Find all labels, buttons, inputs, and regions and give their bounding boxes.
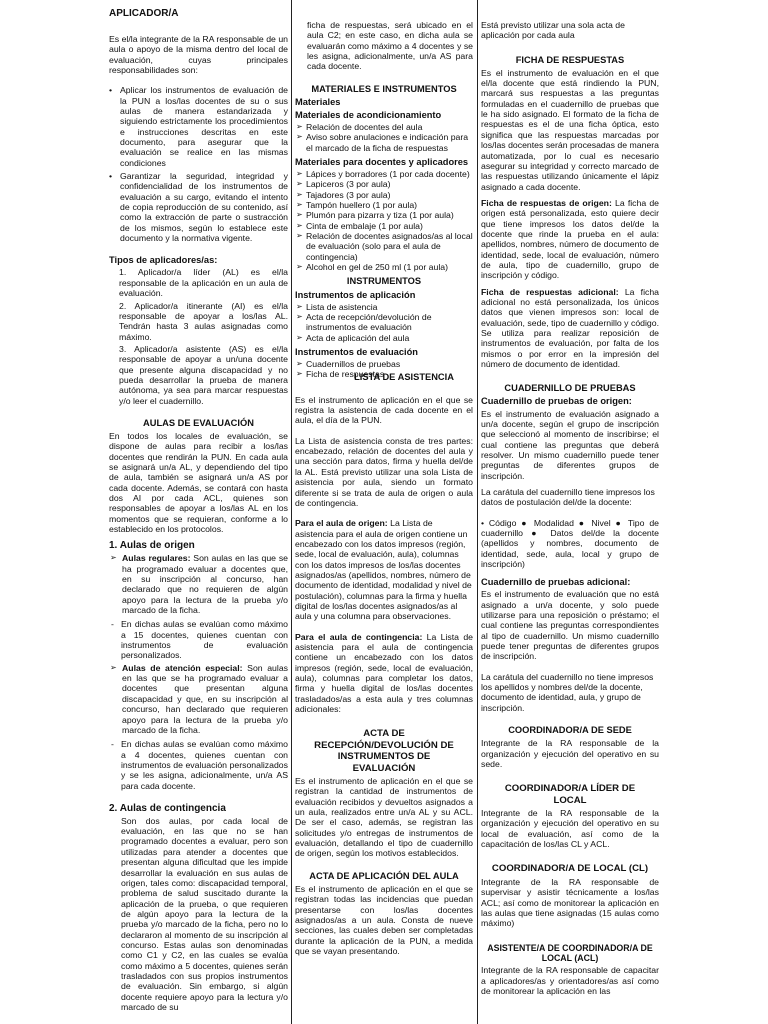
instrument-item: ➢ Acta de recepción/devolución de instrumentos de evaluación [295,312,473,333]
material-item: ➢ Alcohol en gel de 250 ml (1 por aula) [295,262,473,272]
instrumentos-aplicacion-list [295,302,473,343]
page-title: APLICADOR/A [109,8,179,19]
asistente-heading: ASISTENTE/A DE COORDINADOR/A DE LOCAL (ACL) [487,942,653,964]
cuadernillo-adicional-heading: Cuadernillo de pruebas adicional: [481,577,631,588]
aulas-paragraph: En todos los locales de evaluación, se dispone de aulas para recibir a los/las docentes que rendirán la PUN. En cada aula se asignará un/a AL, y dependiendo del tipo de aula, también se asignará un/a AS por cada docente. Además, se contará con hasta dos AI por cada ACL, quienes son responsables de apoyar a los/las AL en los momentos que se requieran, conforme a lo establecido en los protocolos. [109,431,288,535]
cuadernillo-heading: CUADERNILLO DE PRUEBAS [504,383,636,394]
ficha-respuestas-heading: FICHA DE RESPUESTAS [515,54,625,65]
acta-recepcion-heading: ACTA DE RECEPCIÓN/DEVOLUCIÓN DE INSTRUMENTOS DE EVALUACIÓN [314,728,454,774]
acondicionamiento-heading: Materiales de acondicionamiento [295,109,442,120]
material-item: ➢ Aviso sobre anulaciones e indicación para el marcado de la ficha de respuestas [295,132,473,153]
materiales-docentes-heading: Materiales para docentes y aplicadores [295,156,469,167]
coordinador-lider-paragraph: Integrante de la RA responsable de la organización y ejecución del operativo en su local de evaluación, así como de la capacitación de los/las CL y ACL. [481,808,659,850]
instrumentos-heading: INSTRUMENTOS [346,276,422,287]
cuadernillo-origen-heading: Cuadernillo de pruebas de origen: [481,396,632,407]
materiales-heading: Materiales [295,96,341,107]
aula-origen-label: Para el aula de origen: [295,518,388,529]
cuadernillo-adicional-paragraph-2: La carátula del cuadernillo no tiene impresos los apellidos y nombres del/de la docente, documento de identidad, aula, y grupo de inscripción. [481,671,654,713]
aula-origen-text: La Lista de asistencia para el aula de origen contiene un encabezado con los datos impresos (región, sede, local de evaluación, aula), columnas con los datos impresos de los/las docentes asignados/as (apellidos, nombres, número de documento de identidad, modalidad y nivel de postulación), columnas para la firma y huella digital de los/las docentes asignados/as al aula y una columna para observaciones. [295,518,472,622]
material-item: ➢ Tampón huellero (1 por aula) [295,200,473,210]
aula-contingencia-paragraph [295,632,473,715]
instrumentos-evaluacion-heading: Instrumentos de evaluación [295,346,418,357]
aplicador-intro: Es el/la integrante de la RA responsable de un aula o apoyo de la misma dentro del local de evaluación, cuyas principales responsabilidades son: [109,33,288,75]
aula-contingencia-label: Para el aula de contingencia: [295,631,423,642]
material-item: ➢ Relación de docentes asignados/as al local de evaluación (solo para el aula de contingencia) [295,231,473,262]
dash-marker: - [111,619,114,630]
ficha-respuestas-paragraph: Es el instrumento de evaluación en el que el/la docente que está rindiendo la PUN, marcará sus respuestas a las preguntas formuladas en el cuadernillo de pruebas que le ha sido asignado. El formato de la ficha de respuestas es el de una ficha óptica, esto significa que las respuestas marcadas por los/las docentes serán procesadas de manera automatizada, por lo cual es necesario asegurar su integridad y correcto marcado de las respuestas utilizando únicamente el lápiz asignado a cada docente. [481,67,659,192]
aulas-atencion-detail-text: En dichas aulas se evalúan como máximo a 4 docentes, quienes cuentan con instrumentos de evaluación personalizados y se les asigna, adicionalmente, un/a AS para cada docente. [121,739,288,791]
lista-asistencia-p1: Es el instrumento de aplicación en el que se registra la asistencia de cada docente en el aula, el día de la PUN. [295,394,473,426]
aulas-atencion-item [109,663,288,735]
coordinador-sede-heading: COORDINADOR/A DE SEDE [508,725,632,736]
instrumentos-evaluacion-list [295,359,473,380]
coordinador-local-paragraph: Integrante de la RA responsable de supervisar y asistir técnicamente a los/las ACL; así como de monitorear la aplicación en las aulas que tiene asignadas (15 aulas como máximo) [481,876,659,929]
aulas-atencion-label: Aulas de atención especial: [122,662,243,673]
responsibilities-list [109,85,288,243]
acta-recepcion-paragraph: Es el instrumento de aplicación en el que se registran la cantidad de instrumentos de evaluación recibidos y devueltos asignados a un aula, realizados entre un/a AL y su ACL. De ser el caso, además, se registran las solicitudes y/o entregas de instrumentos de evaluación, detallando el tipo de cuadernillo de origen, según los motivos establecidos. [295,776,473,859]
materiales-instrumentos-heading: MATERIALES E INSTRUMENTOS [311,83,457,94]
acta-note-paragraph: Está previsto utilizar una sola acta de aplicación por cada aula [481,20,625,41]
dash-marker: - [111,739,114,750]
asistente-paragraph: Integrante de la RA responsable de capacitar a aplicadores/as y orientadores/as así como de monitorear la aplicación en las [481,965,659,997]
cuadernillo-adicional-paragraph: Es el instrumento de evaluación que no está asignado a un/a docente, y solo puede utilizarse para una reposición o préstamo; el cual contiene las preguntas correspondientes al tipo de cuadernillo. Un mismo cuadernillo puede tener preguntas de diferentes grupos de inscripción. [481,589,659,662]
column-2 [295,8,473,1022]
column-divider-left [291,0,292,1024]
lista-asistencia-heading: LISTA DE ASISTENCIA [354,371,454,382]
acta-aplicacion-heading: ACTA DE APLICACIÓN DEL AULA [309,870,459,881]
aulas-regulares-detail-text: En dichas aulas se evalúan como máximo a 15 docentes, quienes cuentan con instrumentos de evaluación personalizados. [121,619,288,661]
material-item: ➢ Plumón para pizarra y tiza (1 por aula) [295,210,473,220]
aulas-regulares-detail [109,619,288,660]
aulas-atencion-detail [109,739,288,791]
type-item: 2. Aplicador/a itinerante (AI) es el/la responsable de apoyar a los/las AL. Tendrán hasta 3 aulas asignadas como máximo. [119,300,288,342]
acta-aplicacion-paragraph: Es el instrumento de aplicación en el que se registran todas las incidencias que puedan presentarse con los/las docentes asignados/as a un aula. Consta de nueve secciones, las cuales deben ser completadas durante la aplicación de la PUN, a medida que se vayan presentando. [295,883,473,956]
aula-contingencia-text: La Lista de asistencia para el aula de contingencia contiene un encabezado con los datos impresos (región, sede, local de evaluación, aula), columnas para completar los datos, firma y huella digital de los/las docentes trasladados/as a esta aula y tres columnas adicionales: [295,631,473,715]
aulas-regulares-text: Son aulas en las que se ha programado evaluar a docentes que, en su inscripción al concurso, han declarado que no requieren de algún apoyo para la lectura de la prueba y/o marcado de la ficha. [122,553,288,616]
acondicionamiento-list [295,122,473,153]
types-heading: Tipos de aplicadores/as: [109,255,218,266]
caratula-data-list: • Código ● Modalidad ● Nivel ● Tipo de cuadernillo ● Datos del/de la docente (apellidos y nombres, documento de identidad, sede, aula, local y grupo de inscripción) [481,517,659,569]
ficha-adicional-label: Ficha de respuestas adicional: [481,286,619,297]
material-item: ➢ Lapiceros (3 por aula) [295,179,473,189]
cuadernillo-origen-paragraph: Es el instrumento de evaluación asignado a un/a docente, según el grupo de inscripción que seleccionó al momento de inscribirse; el cual contiene las preguntas que deberá resolver. Un mismo cuadernillo puede tener preguntas de diferentes grupos de inscripción. [481,408,659,481]
material-item: ➢ Relación de docentes del aula [295,122,473,132]
ficha-adicional-paragraph [481,287,659,370]
ficha-origen-paragraph [481,198,659,281]
aulas-atencion-text: Son aulas en las que se ha programado evaluar a docentes que presentan alguna discapacidad y que, en su inscripción al concurso, han declarado que requieren apoyo para la lectura de la prueba y/o marcado de la ficha. [122,662,288,735]
material-item: ➢ Tajadores (3 por aula) [295,190,473,200]
aulas-regulares-item [109,553,288,615]
instrument-item: ➢ Acta de aplicación del aula [295,333,473,343]
column-1 [109,8,288,1022]
ficha-origen-text: La ficha de origen está personalizada, esto quiere decir que tiene impresos los datos del/de la docente que rinde la prueba en el aula: apellidos, nombres, número de documento de identidad, sede, local de evaluación, número de aula, tipo de cuadernillo, grupo de inscripción y código. [481,197,659,281]
caratula-paragraph: La carátula del cuadernillo tiene impresos los datos de postulación del/de la docente: [481,486,655,508]
aulas-origen-heading: 1. Aulas de origen [109,540,195,552]
aulas-heading: AULAS DE EVALUACIÓN [143,417,254,428]
instrumentos-aplicacion-heading: Instrumentos de aplicación [295,289,416,300]
type-item: 1. Aplicador/a líder (AL) es el/la responsable de la aplicación en un aula de evaluación. [119,267,288,299]
material-item: ➢ Lápices y borradores (1 por cada docente) [295,169,473,179]
responsibility-item: • Aplicar los instrumentos de evaluación de la PUN a los/las docentes de su o sus aulas de manera estandarizada y siguiendo estrictamente los procedimientos e instrucciones descritas en este documento, para asegurar que la evaluación se realice en las mismas condiciones [109,85,288,168]
type-item: 3. Aplicador/a asistente (AS) es el/la responsable de apoyar a un/una docente que presente alguna discapacidad y no pueda desarrollar la prueba de manera autónoma, ya sea para marcar respuestas y/o leer el cuadernillo. [119,343,288,406]
material-item: ➢ Cinta de embalaje (1 por aula) [295,221,473,231]
coordinador-sede-paragraph: Integrante de la RA responsable de la organización y ejecución del operativo en su sede. [481,738,659,769]
types-list [109,267,288,405]
instrument-item: ➢ Ficha de respuestas [295,369,473,379]
aulas-regulares-label: Aulas regulares: [122,553,191,564]
instrument-item: ➢ Lista de asistencia [295,302,473,312]
coordinador-local-heading: COORDINADOR/A DE LOCAL (CL) [491,863,649,875]
aula-origen-paragraph [295,518,473,621]
continued-paragraph: ficha de respuestas, será ubicado en el aula C2; en este caso, en dicha aula se evaluarán como máximo a 4 docentes y se les asigna, adicionalmente, un/a AS para cada docente. [307,20,473,72]
coordinador-lider-heading: COORDINADOR/A LÍDER DE LOCAL [504,783,636,806]
column-3 [481,8,659,1022]
aulas-contingencia-heading: 2. Aulas de contingencia [109,802,226,814]
aulas-atencion-list [109,663,288,735]
materiales-docentes-list [295,169,473,272]
ficha-origen-label: Ficha de respuestas de origen: [481,197,612,208]
aulas-contingencia-paragraph: Son dos aulas, por cada local de evaluación, en las que no se han programado docentes a evaluar, pero son utilizadas para atender a docentes que presentan alguna dificultad que les impide desarrollar la evaluación en sus aulas de origen, tales como: discapacidad temporal, problema de salud suscitado durante la aplicación de la prueba, o que requieren de algún apoyo para la lectura de la prueba y/o marcado de la ficha, pero no lo declararon al momento de su inscripción al concurso. Estas aulas son denominadas como C1 y C2, en las cuales se evalúa como máximo a 5 docentes, quienes serán trasladados con sus propios instrumentos de evaluación. Sin embargo, si algún docente requiere apoyo para la lectura y/o marcado de su [121,815,288,1012]
aulas-origen-list [109,553,288,615]
column-divider-right [477,0,478,1024]
responsibility-item: • Garantizar la seguridad, integridad y confidencialidad de los instrumentos de evaluación a su cargo, evitando el intento de copia reproducción de su contenido, así como la extracción de parte o sustracción de los mismos, según lo establece este documento y la normativa vigente. [109,171,288,243]
instrument-item: ➢ Cuadernillos de pruebas [295,359,473,369]
ficha-adicional-text: La ficha adicional no está personalizada, los únicos datos que vienen impresos son: local de evaluación, sede, tipo de cuadernillo y código. Se utiliza para realizar reposición de instrumentos de evaluación, por falta de los mismos o por error en la impresión del número de documento de identidad. [481,286,660,370]
lista-asistencia-p2: La Lista de asistencia consta de tres partes: encabezado, relación de docentes del aula y una sección para datos, firma y huella del/de la AL. Está previsto utilizar una sola Lista de asistencia por aula, siendo un formato diferente si se trata de aula de origen o aula de contingencia. [295,435,473,508]
